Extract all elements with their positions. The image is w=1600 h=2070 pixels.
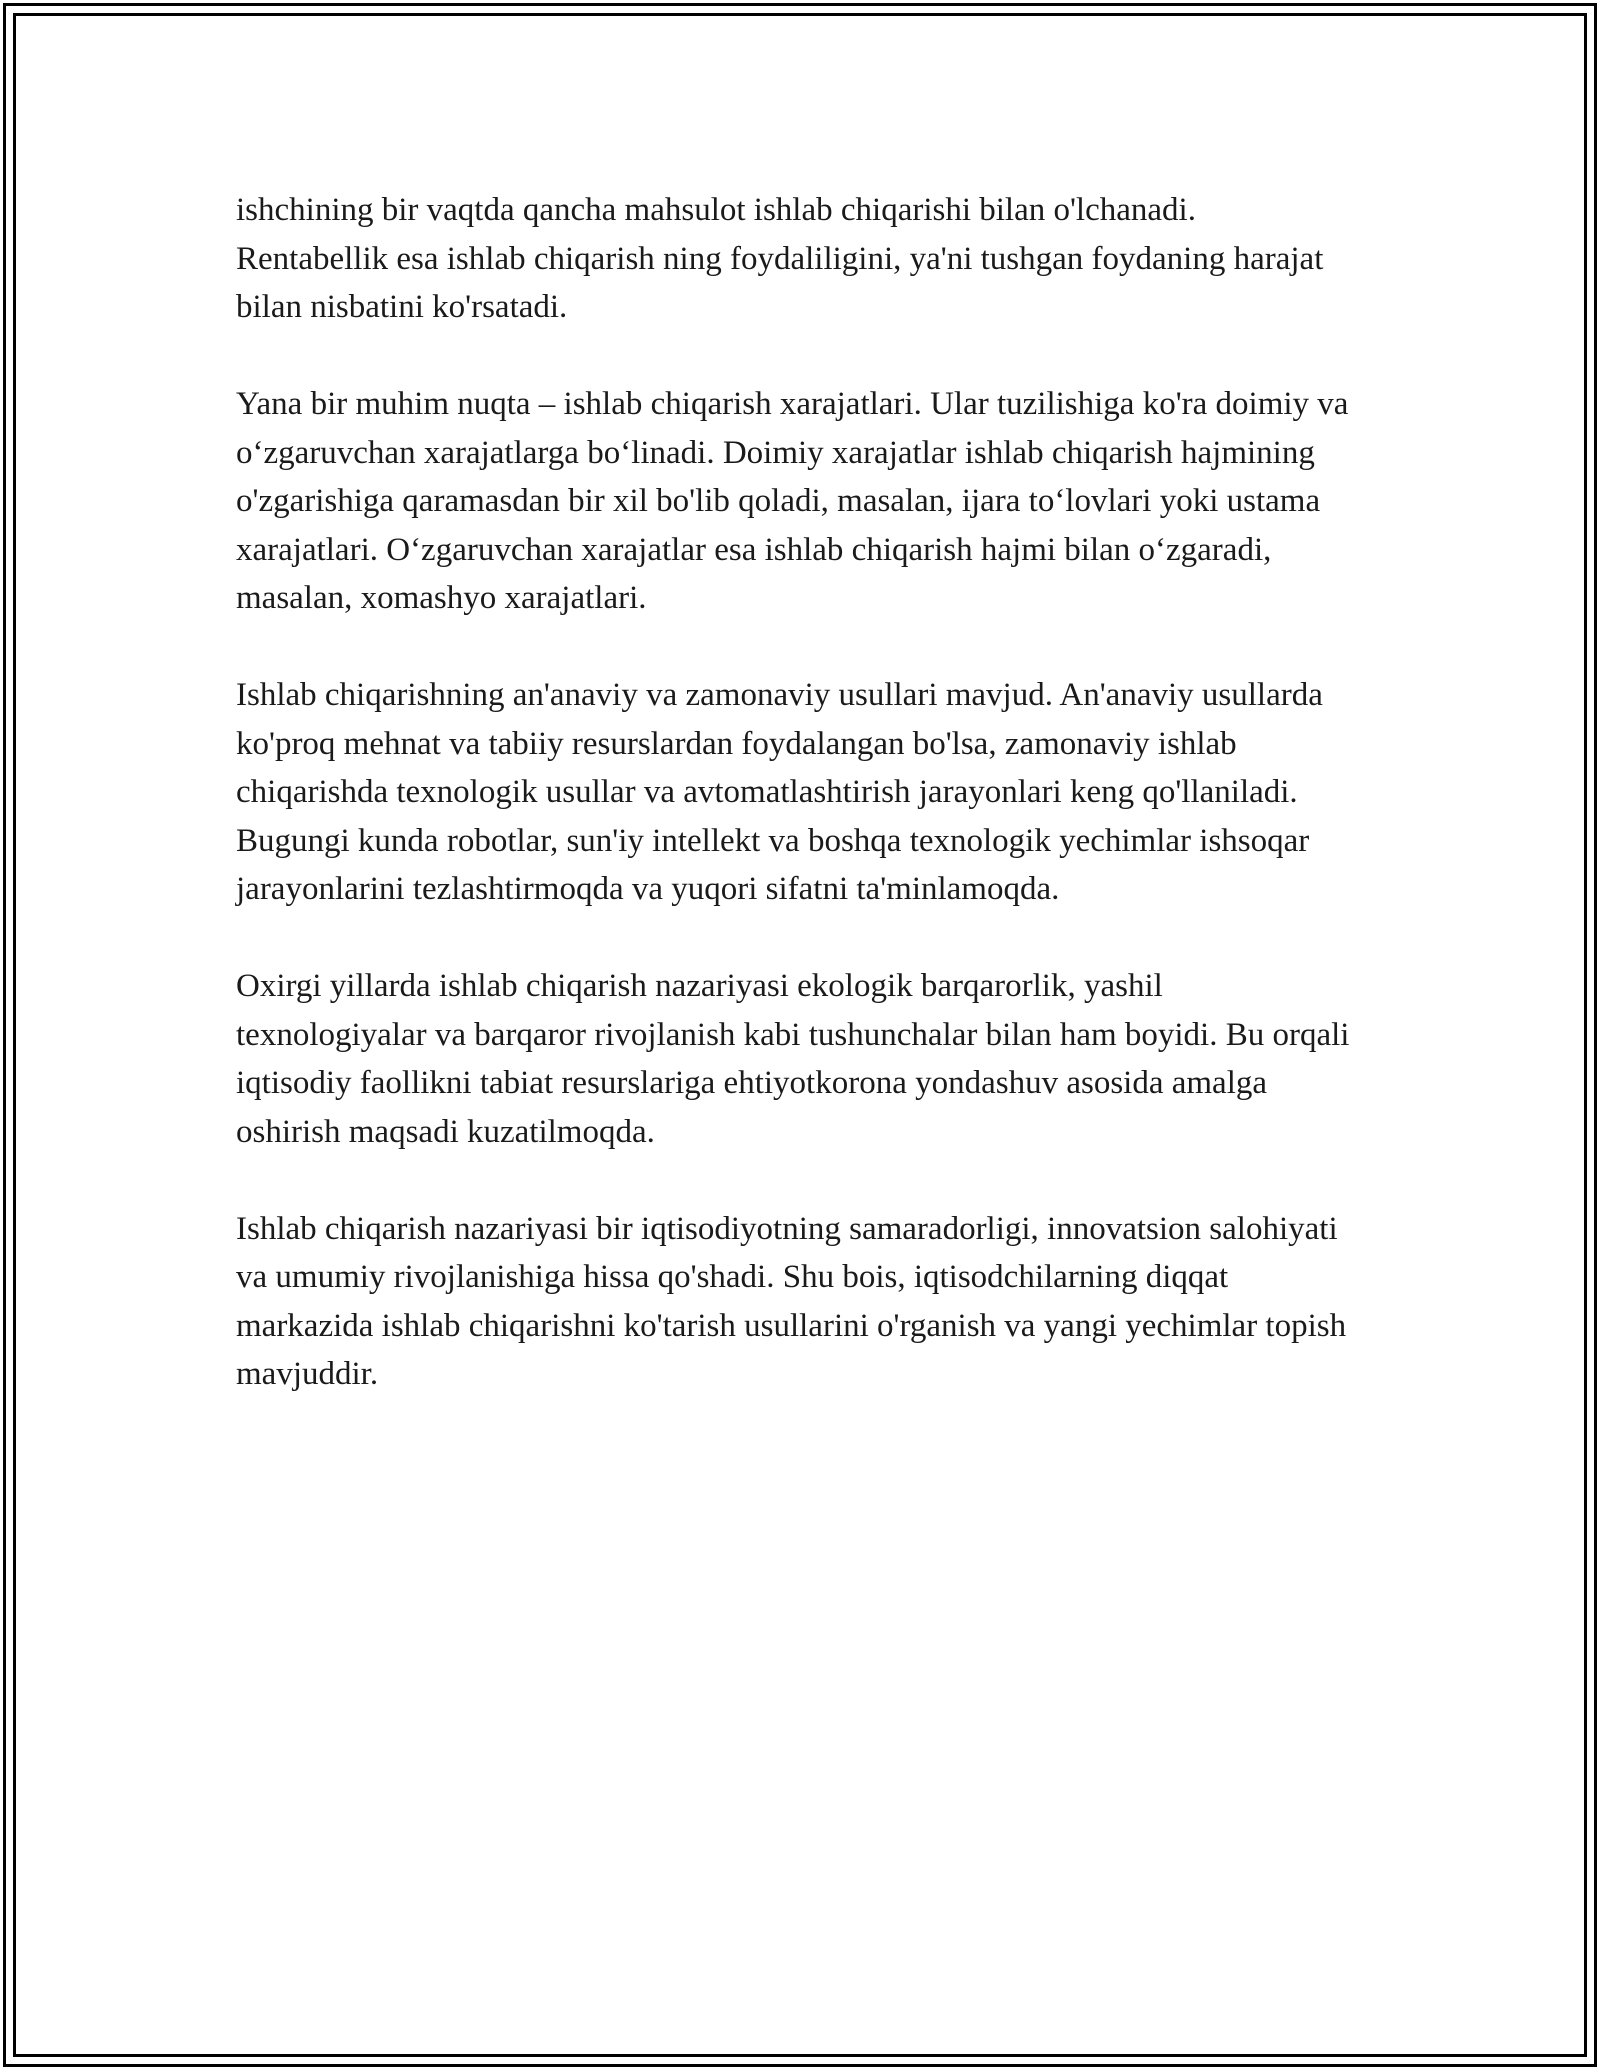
paragraph-2: Yana bir muhim nuqta – ishlab chiqarish xarajatlari. Ular tuzilishiga ko'ra doimiy va o‘zgaruvchan xarajatlarga bo‘linadi. Doimiy xarajatlar ishlab chiqarish hajmining o'zgarishiga qaramasdan bir xil bo'lib qoladi, masalan, ijara to‘lovlari yoki ustama xarajatlari. O‘zgaruvchan xarajatlar esa ishlab chiqarish hajmi bilan o‘zgaradi, masalan, xomashyo xarajatlari. [236, 386, 1349, 616]
paragraph-1: ishchining bir vaqtda qancha mahsulot ishlab chiqarishi bilan o'lchanadi. Rentabellik esa ishlab chiqarish ning foydaliligini, ya'ni tushgan foydaning harajat bilan nisbatini ko'rsatadi. [236, 192, 1324, 325]
paragraph-4: Oxirgi yillarda ishlab chiqarish nazariyasi ekologik barqarorlik, yashil texnologiyalar va barqaror rivojlanish kabi tushunchalar bilan ham boyidi. Bu orqali iqtisodiy faollikni tabiat resurslariga ehtiyotkorona yondashuv asosida amalga oshirish maqsadi kuzatilmoqda. [236, 968, 1350, 1150]
paragraph-3: Ishlab chiqarishning an'anaviy va zamonaviy usullari mavjud. An'anaviy usullarda ko'proq mehnat va tabiiy resurslardan foydalangan bo'lsa, zamonaviy ishlab chiqarishda texnologik usullar va avtomatlashtirish jarayonlari keng qo'llaniladi. Bugungi kunda robotlar, sun'iy intellekt va boshqa texnologik yechimlar ishsoqar jarayonlarini tezlashtirmoqda va yuqori sifatni ta'minlamoqda. [236, 677, 1323, 907]
paragraph-5: Ishlab chiqarish nazariyasi bir iqtisodiyotning samaradorligi, innovatsion salohiyati va umumiy rivojlanishiga hissa qo'shadi. Shu bois, iqtisodchilarning diqqat markazida ishlab chiqarishni ko'tarish usullarini o'rganish va yangi yechimlar topish mavjuddir. [236, 1210, 1347, 1392]
document-body [236, 186, 1356, 1447]
